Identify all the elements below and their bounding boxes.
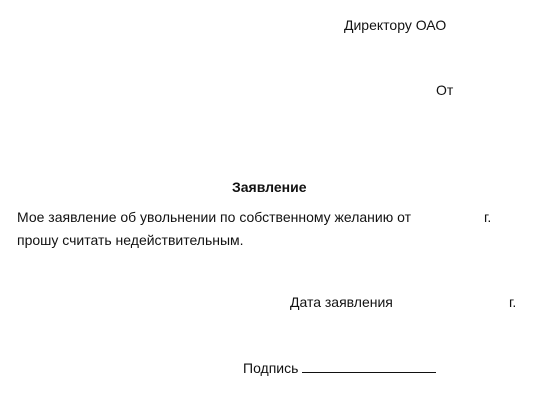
signature-line bbox=[302, 358, 436, 373]
year-marker-1: г. bbox=[484, 209, 492, 225]
document-title: Заявление bbox=[232, 179, 307, 195]
year-marker-2: г. bbox=[509, 294, 517, 310]
signature-block bbox=[243, 358, 436, 377]
body-text-line-2: прошу считать недействительным. bbox=[17, 232, 244, 248]
signature-label: Подпись bbox=[243, 360, 299, 376]
addressee-line: Директору ОАО bbox=[344, 17, 447, 33]
from-label: От bbox=[436, 82, 454, 98]
date-label: Дата заявления bbox=[290, 294, 393, 310]
body-text-line-1: Мое заявление об увольнении по собственному желанию от bbox=[17, 209, 411, 225]
